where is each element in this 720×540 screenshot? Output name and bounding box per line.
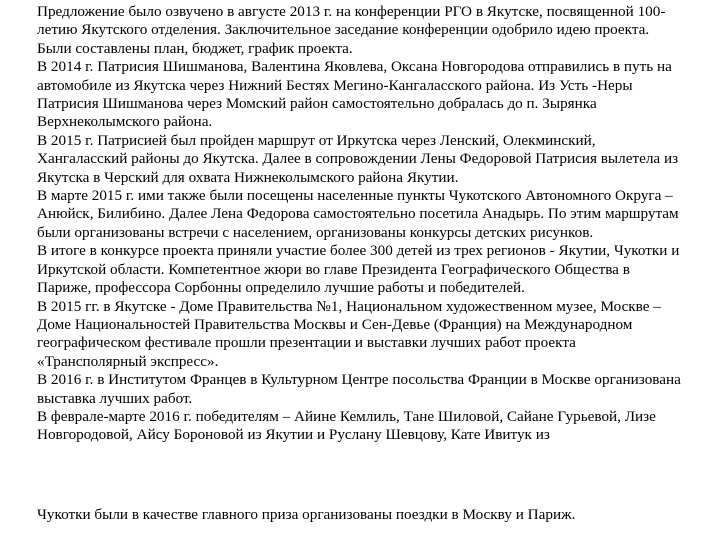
paragraph-exhibition-2016: В 2016 г. в Институтом Францев в Культурном Центре посольства Франции в Москве организована выставка лучших работ. [37, 371, 681, 407]
paragraph-contest-results: В итоге в конкурсе проекта приняли участие более 300 детей из трех регионов - Якутии, Чукотки и Иркутской области. Компетентное жюри во главе Президента Географического Общества в Париже, профессора Сорбонны определило лучшие работы и победителей. [37, 242, 680, 297]
document-body [37, 3, 687, 445]
paragraph-march-2015: В марте 2015 г. ими также были посещены населенные пункты Чукотского Автономного Округа – Анюйск, Билибино. Далее Лена Федорова самостоятельно посетила Анадырь. По этим маршрутам были организованы встречи с населением, организованы конкурсы детских рисунков. [37, 187, 679, 241]
paragraph-winners: В феврале-марте 2016 г. победителям – Айине Кемлиль, Тане Шиловой, Сайане Гурьевой, Лизе Новгородовой, Айсу Бороновой из Якутии и Руслану Шевцову, Кате Ивитук из [37, 407, 656, 444]
paragraph-2015-route: В 2015 г. Патрисией был пройден маршрут от Иркутска через Ленский, Олекминский, Хангаласский районы до Якутска. Далее в сопровождении Лены Федоровой Патрисия вылетела из Якутска в Черский для охвата Нижнеколымского района Якутии. [37, 131, 679, 186]
paragraph-closing: Чукотки были в качестве главного приза организованы поездки в Москву и Париж. [37, 506, 576, 523]
paragraph-presentations: В 2015 гг. в Якутске - Доме Правительства №1, Национальном художественном музее, Москве – Доме Национальностей Правительства Москвы и Сен-Девье (Франция) на Международном географическом фестивале прошли презентации и выставки лучших работ проекта «Трансполярный экспресс». [37, 297, 661, 370]
paragraph-proposal: Предложение было озвучено в августе 2013 г. на конференции РГО в Якутске, посвященной 100-летию Якутского отделения. Заключительное заседание конференции одобрило идею проекта. Были составлены план, бюджет, график проекта. [37, 3, 666, 57]
paragraph-2014-trip: В 2014 г. Патрисия Шишманова, Валентина Яковлева, Оксана Новгородова отправились в путь на автомобиле из Якутска через Нижний Бестях Мегино-Кангаласского района. Из Усть -Неры Патрисия Шишманова через Момский район самостоятельно добралась до п. Зырянка Верхнеколымского района. [37, 58, 672, 131]
